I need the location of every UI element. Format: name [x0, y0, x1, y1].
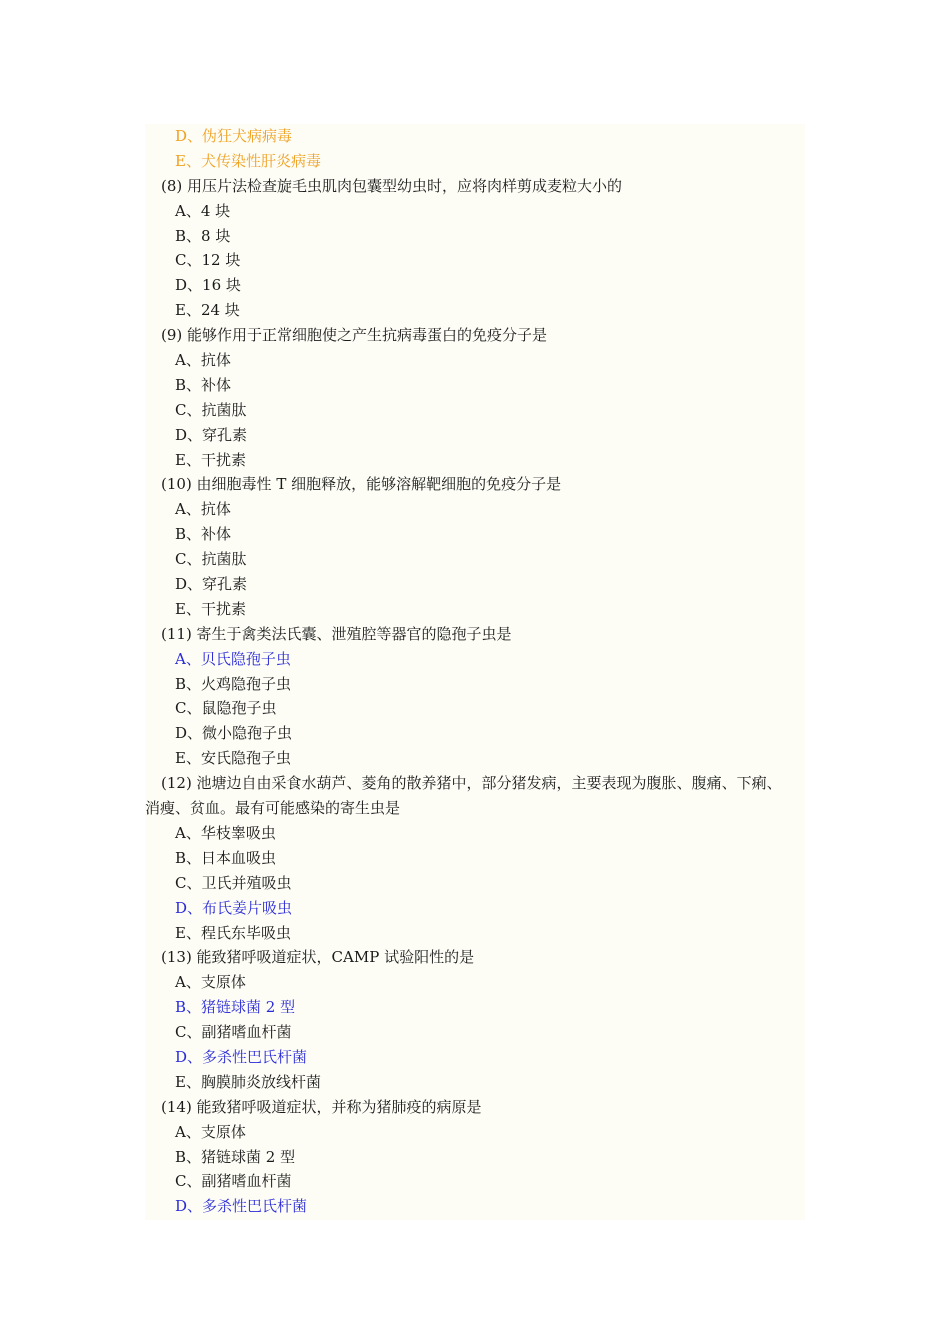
answer-option[interactable]: A、贝氏隐孢子虫 — [175, 649, 291, 668]
answer-option[interactable]: B、8 块 — [175, 226, 231, 245]
answer-option[interactable]: B、猪链球菌 2 型 — [175, 1147, 296, 1166]
answer-option[interactable]: A、华枝睾吸虫 — [175, 823, 276, 842]
answer-option[interactable]: A、4 块 — [175, 201, 231, 220]
question-text: (10) 由细胞毒性 T 细胞释放，能够溶解靶细胞的免疫分子是 — [161, 475, 562, 494]
question-text: (8) 用压片法检查旋毛虫肌肉包囊型幼虫时，应将肉样剪成麦粒大小的 — [161, 176, 623, 195]
answer-option[interactable]: E、程氏东毕吸虫 — [175, 923, 291, 942]
answer-option[interactable]: D、微小隐孢子虫 — [175, 724, 293, 743]
question-text: (13) 能致猪呼吸道症状，CAMP 试验阳性的是 — [161, 948, 475, 967]
answer-option[interactable]: E、干扰素 — [175, 599, 246, 618]
answer-option[interactable]: E、24 块 — [175, 301, 240, 320]
question-text-continued: 消瘦、贫血。最有可能感染的寄生虫是 — [145, 799, 401, 818]
answer-option[interactable]: D、布氏姜片吸虫 — [175, 898, 293, 917]
answer-option[interactable]: D、多杀性巴氏杆菌 — [175, 1197, 308, 1216]
answer-option[interactable]: E、安氏隐孢子虫 — [175, 749, 291, 768]
answer-option[interactable]: C、抗菌肽 — [175, 400, 247, 419]
question-list — [145, 124, 817, 1219]
answer-option[interactable]: B、补体 — [175, 525, 232, 544]
answer-option[interactable]: D、多杀性巴氏杆菌 — [175, 1047, 308, 1066]
answer-option[interactable]: C、卫氏并殖吸虫 — [175, 873, 292, 892]
answer-option[interactable]: C、抗菌肽 — [175, 550, 247, 569]
question-text: (11) 寄生于禽类法氏囊、泄殖腔等器官的隐孢子虫是 — [161, 624, 512, 643]
answer-option[interactable]: B、日本血吸虫 — [175, 848, 277, 867]
answer-option[interactable]: D、伪狂犬病病毒 — [175, 127, 293, 145]
answer-option[interactable]: A、抗体 — [175, 500, 231, 519]
answer-option[interactable]: E、胸膜肺炎放线杆菌 — [175, 1072, 321, 1091]
answer-option[interactable]: D、穿孔素 — [175, 425, 248, 444]
answer-option[interactable]: B、火鸡隐孢子虫 — [175, 674, 292, 693]
answer-option[interactable]: C、12 块 — [175, 251, 241, 270]
answer-option[interactable]: B、补体 — [175, 375, 232, 394]
answer-option[interactable]: D、穿孔素 — [175, 575, 248, 594]
answer-option[interactable]: B、猪链球菌 2 型 — [175, 998, 296, 1017]
answer-option[interactable]: A、支原体 — [175, 973, 246, 992]
answer-option[interactable]: E、干扰素 — [175, 450, 246, 469]
answer-option[interactable]: E、犬传染性肝炎病毒 — [175, 151, 321, 170]
answer-option[interactable]: C、鼠隐孢子虫 — [175, 699, 277, 718]
question-text: (9) 能够作用于正常细胞使之产生抗病毒蛋白的免疫分子是 — [161, 326, 548, 345]
answer-option[interactable]: D、16 块 — [175, 276, 241, 295]
question-text: (14) 能致猪呼吸道症状，并称为猪肺疫的病原是 — [161, 1097, 482, 1116]
answer-option[interactable]: A、抗体 — [175, 351, 231, 370]
answer-option[interactable]: C、副猪嗜血杆菌 — [175, 1023, 292, 1042]
answer-option[interactable]: C、副猪嗜血杆菌 — [175, 1172, 292, 1191]
answer-option[interactable]: A、支原体 — [175, 1122, 246, 1141]
question-text: (12) 池塘边自由采食水葫芦、菱角的散养猪中，部分猪发病，主要表现为腹胀、腹痛、下痢、 — [161, 774, 782, 793]
